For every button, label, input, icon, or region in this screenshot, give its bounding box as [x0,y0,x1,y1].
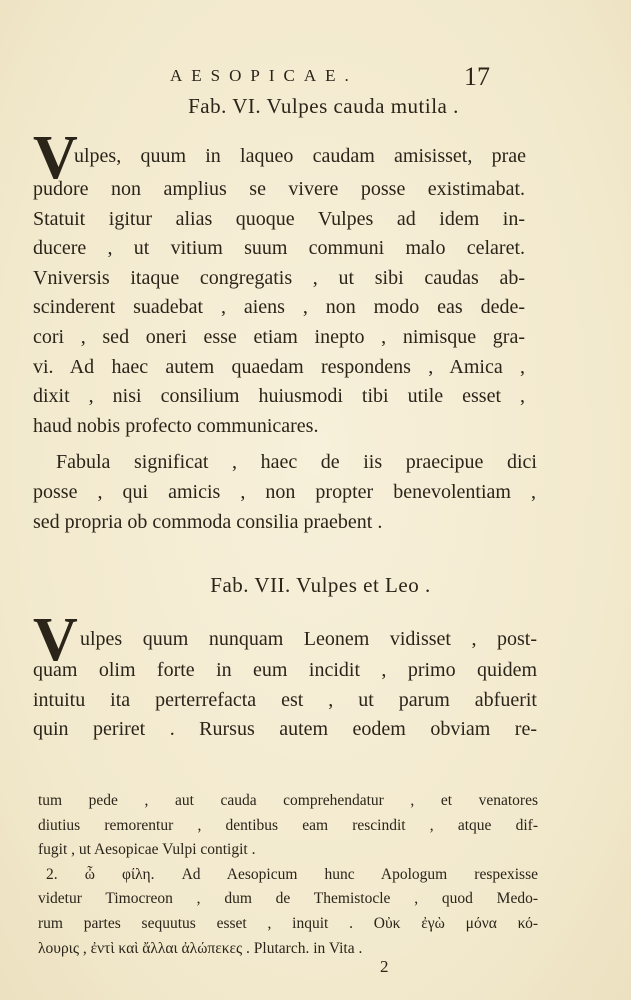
fable-6-moral-cont [33,478,536,537]
fable-7-first-line: ulpes quum nunquam Leonem vidisset , post- [80,628,537,650]
fable-6-dropcap: V [33,124,78,192]
fable-6-text [33,175,525,441]
fable-6-line: cori , sed oneri esse etiam inepto , nimisque gra- [33,325,525,348]
fable-7-dropcap: V [33,606,78,674]
fable-7-text [33,656,537,745]
fable-7-line: quin periret . Rursus autem eodem obviam re- [33,718,537,741]
running-title: AESOPICAE. [170,66,358,85]
page-number: 17 [464,62,490,91]
fable-6-line: ducere , ut vitium suum communi malo celaret. [33,237,525,260]
fable-7-title: Fab. VII. Vulpes et Leo . [210,573,431,597]
fable-6-line: Vniversis itaque congregatis , ut sibi caudas ab- [33,266,525,289]
fable-6-moral-line: sed propria ob commoda consilia praebent . [33,510,383,533]
fable-7-line: quam olim forte in eum incidit , primo quidem [33,659,537,681]
fable-6-line: haud nobis profecto communicares. [33,414,319,437]
fable-6-line: scinderent suadebat , aiens , non modo eas dede- [33,296,525,319]
fable-7-line: intuitu ita perterrefacta est , ut parum abfuerit [33,688,537,711]
running-head [0,62,631,92]
fable-6-line: Statuit igitur alias quoque Vulpes ad idem in- [33,207,525,230]
footnote-line: diutius remorentur , dentibus eam rescindit , atque dif- [38,816,538,834]
fable-6-title: Fab. VI. Vulpes cauda mutila . [188,94,459,118]
footnote-line: fugit , ut Aesopicae Vulpi contigit . [38,841,256,859]
fable-6-moral [56,448,537,478]
fable-6-line: pudore non amplius se vivere posse existimabat. [33,178,525,200]
fable-6-moral-line: Fabula significat , haec de iis praecipue dici [56,451,537,473]
footnote-line: videtur Timocreon , dum de Themistocle , quod Medo- [38,890,538,908]
fable-6-moral-line: posse , qui amicis , non propter benevolentiam , [33,481,536,503]
fable-6-line: vi. Ad haec autem quaedam respondens , Amica , [33,355,525,378]
fable-6-line: dixit , nisi consilium huiusmodi tibi utile esset , [33,385,525,408]
footnote-line: rum partes sequutus esset , inquit . Οὐκ ἐγὼ μόνα κό- [38,914,538,932]
footnote-line: λουρις , ἐντὶ καὶ ἄλλαι ἀλώπεκες . Plutarch. in Vita . [38,939,363,957]
footnote-line: tum pede , aut cauda comprehendatur , et venatores [38,792,538,809]
footnote-line: 2. ὦ φίλη. Ad Aesopicum hunc Apologum respexisse [46,865,538,883]
fable-6-first-line: ulpes, quum in laqueo caudam amisisset, prae [74,145,526,167]
footnotes [38,789,538,961]
signature-mark: 2 [380,957,389,976]
